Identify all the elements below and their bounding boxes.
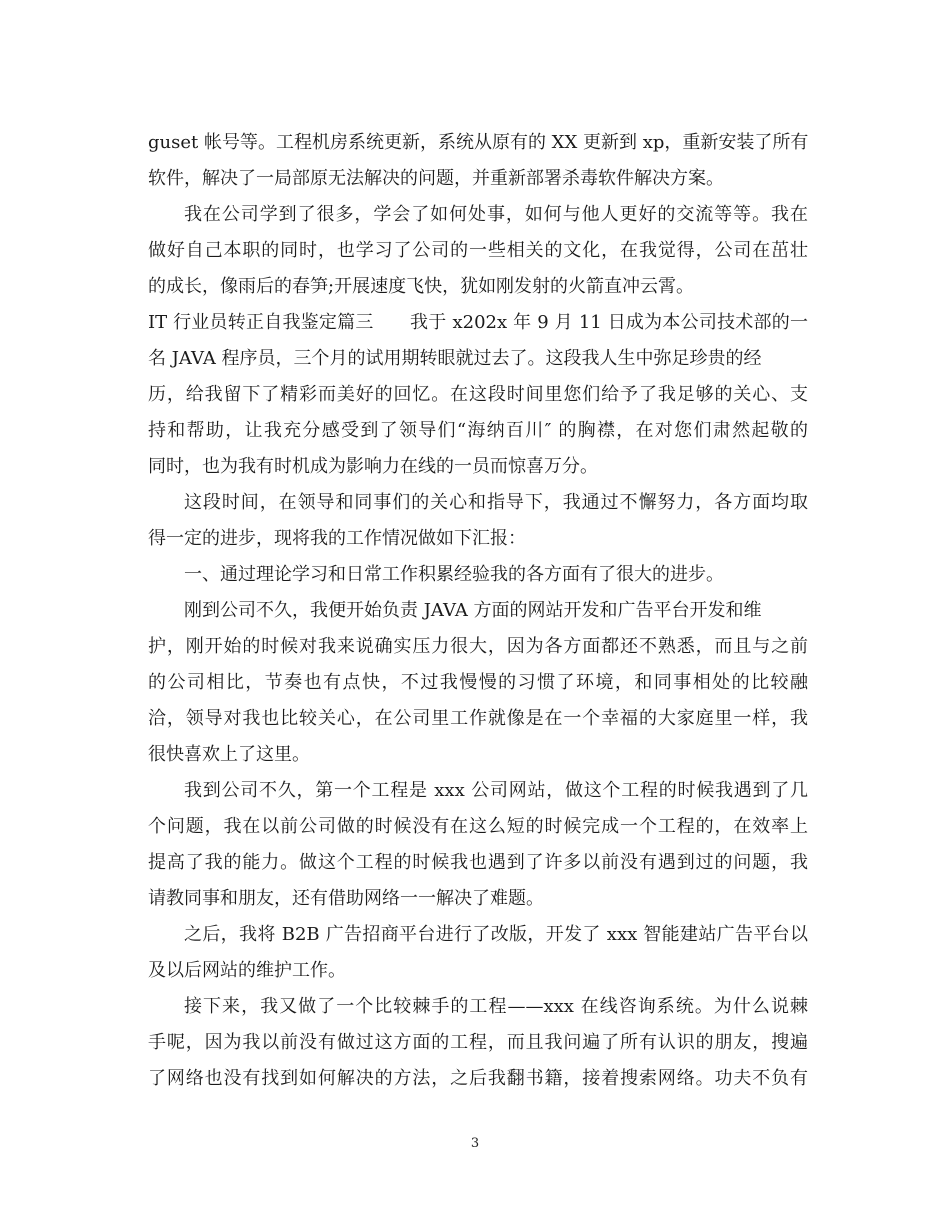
text-line: 做好自己本职的同时，也学习了公司的一些相关的文化，在我觉得，公司在茁壮: [148, 240, 808, 261]
text-line: 同时，也为我有时机成为影响力在线的一员而惊喜万分。: [148, 456, 598, 477]
text-line: 刚到公司不久，我便开始负责 JAVA 方面的网站开发和广告平台开发和维: [184, 600, 762, 621]
text-line: 洽，领导对我也比较关心，在公司里工作就像是在一个幸福的大家庭里一样，我: [148, 708, 808, 729]
page-number: 3: [470, 1136, 480, 1151]
text-line: 我到公司不久，第一个工程是 xxx 公司网站，做这个工程的时候我遇到了几: [184, 780, 808, 801]
text-line: 软件，解决了一局部原无法解决的问题，并重新部署杀毒软件解决方案。: [148, 168, 724, 189]
text-line: 我在公司学到了很多，学会了如何处事，如何与他人更好的交流等等。我在: [184, 204, 808, 225]
text-line: 的成长，像雨后的春笋;开展速度飞快，犹如刚发射的火箭直冲云霄。: [148, 276, 695, 297]
text-line: 很快喜欢上了这里。: [148, 744, 310, 765]
text-line: 手呢，因为我以前没有做过这方面的工程，而且我问遍了所有认识的朋友，搜遍: [148, 1032, 808, 1053]
text-line: 得一定的进步，现将我的工作情况做如下汇报：: [148, 528, 526, 549]
text-line: 护，刚开始的时候对我来说确实压力很大，因为各方面都还不熟悉，而且与之前: [148, 636, 808, 657]
text-line: IT 行业员转正自我鉴定篇三 我于 x202x 年 9 月 11 日成为本公司技术部的一: [148, 312, 808, 333]
text-line: 及以后网站的维护工作。: [148, 960, 346, 981]
text-line: 个问题，我在以前公司做的时候没有在这么短的时候完成一个工程的，在效率上: [148, 816, 808, 837]
text-line: 之后，我将 B2B 广告招商平台进行了改版，开发了 xxx 智能建站广告平台以: [184, 924, 808, 945]
text-line: 提高了我的能力。做这个工程的时候我也遇到了许多以前没有遇到过的问题，我: [148, 852, 808, 873]
text-line: 名 JAVA 程序员，三个月的试用期转眼就过去了。这段我人生中弥足珍贵的经: [148, 348, 762, 369]
text-line: 历，给我留下了精彩而美好的回忆。在这段时间里您们给予了我足够的关心、支: [148, 384, 808, 405]
text-line: guset 帐号等。工程机房系统更新，系统从原有的 XX 更新到 xp，重新安装了所有: [148, 132, 808, 153]
text-line: 请教同事和朋友，还有借助网络一一解决了难题。: [148, 888, 544, 909]
text-line: 一、通过理论学习和日常工作积累经验我的各方面有了很大的进步。: [184, 564, 724, 585]
text-line: 的公司相比，节奏也有点快，不过我慢慢的习惯了环境，和同事相处的比较融: [148, 672, 808, 693]
text-line: 接下来，我又做了一个比较棘手的工程——xxx 在线咨询系统。为什么说棘: [184, 996, 808, 1017]
text-line: 这段时间，在领导和同事们的关心和指导下，我通过不懈努力，各方面均取: [184, 492, 808, 513]
text-line: 持和帮助，让我充分感受到了领导们“海纳百川″ 的胸襟，在对您们肃然起敬的: [148, 420, 808, 441]
text-line: 了网络也没有找到如何解决的方法，之后我翻书籍，接着搜索网络。功夫不负有: [148, 1068, 808, 1089]
